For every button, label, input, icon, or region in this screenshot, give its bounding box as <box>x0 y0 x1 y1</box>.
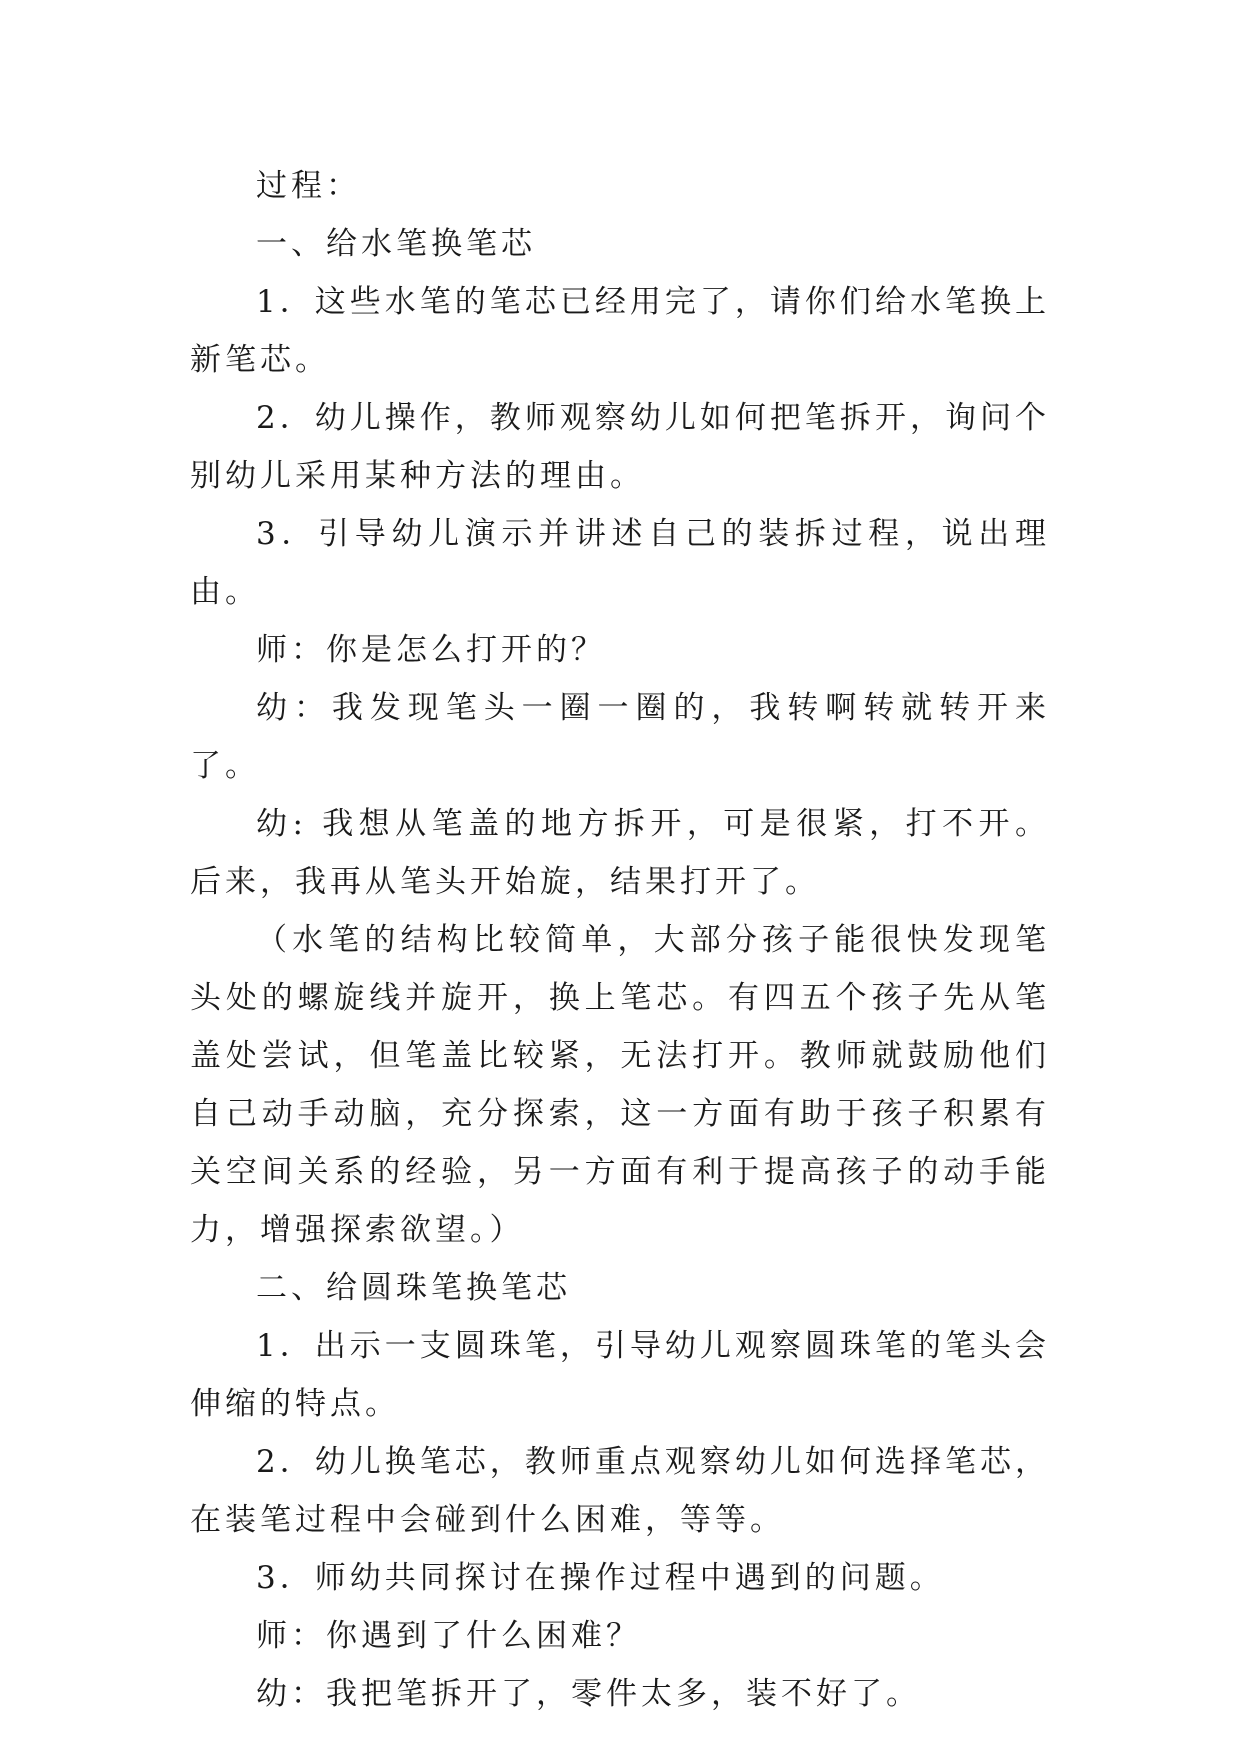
paragraph-step-1-2: 2．幼儿操作，教师观察幼儿如何把笔拆开，询问个别幼儿采用某种方法的理由。 <box>190 400 1050 494</box>
paragraph-step-1-1: 1．这些水笔的笔芯已经用完了，请你们给水笔换上新笔芯。 <box>190 284 1050 378</box>
paragraph-process-heading: 过程： <box>256 168 361 204</box>
paragraph-step-1-3: 3．引导幼儿演示并讲述自己的装拆过程，说出理由。 <box>190 516 1050 610</box>
paragraph-step-2-2: 2．幼儿换笔芯，教师重点观察幼儿如何选择笔芯，在装笔过程中会碰到什么困难，等等。 <box>190 1444 1050 1538</box>
paragraph-commentary: （水笔的结构比较简单，大部分孩子能很快发现笔头处的螺旋线并旋开，换上笔芯。有四五个孩子先从笔盖处尝试，但笔盖比较紧，无法打开。教师就鼓励他们自己动手动脑，充分探索，这一方面有助于孩子积累有关空间关系的经验，另一方面有利于提高孩子的动手能力，增强探索欲望。） <box>190 922 1050 1248</box>
paragraph-dialogue-teacher-1: 师：你是怎么打开的？ <box>256 632 606 668</box>
paragraph-section-1-heading: 一、给水笔换笔芯 <box>256 226 536 262</box>
paragraph-step-2-1: 1．出示一支圆珠笔，引导幼儿观察圆珠笔的笔头会伸缩的特点。 <box>190 1328 1050 1422</box>
paragraph-dialogue-child-3: 幼：我把笔拆开了，零件太多，装不好了。 <box>256 1676 921 1712</box>
paragraph-step-2-3: 3．师幼共同探讨在操作过程中遇到的问题。 <box>256 1560 945 1596</box>
document-body <box>190 157 1050 1723</box>
paragraph-dialogue-child-2: 幼: 我想从笔盖的地方拆开，可是很紧，打不开。后来，我再从笔头开始旋，结果打开了。 <box>190 806 1050 900</box>
paragraph-section-2-heading: 二、给圆珠笔换笔芯 <box>256 1270 571 1306</box>
paragraph-dialogue-teacher-2: 师：你遇到了什么困难？ <box>256 1618 641 1654</box>
paragraph-dialogue-child-1: 幼：我发现笔头一圈一圈的，我转啊转就转开来了。 <box>190 690 1050 784</box>
